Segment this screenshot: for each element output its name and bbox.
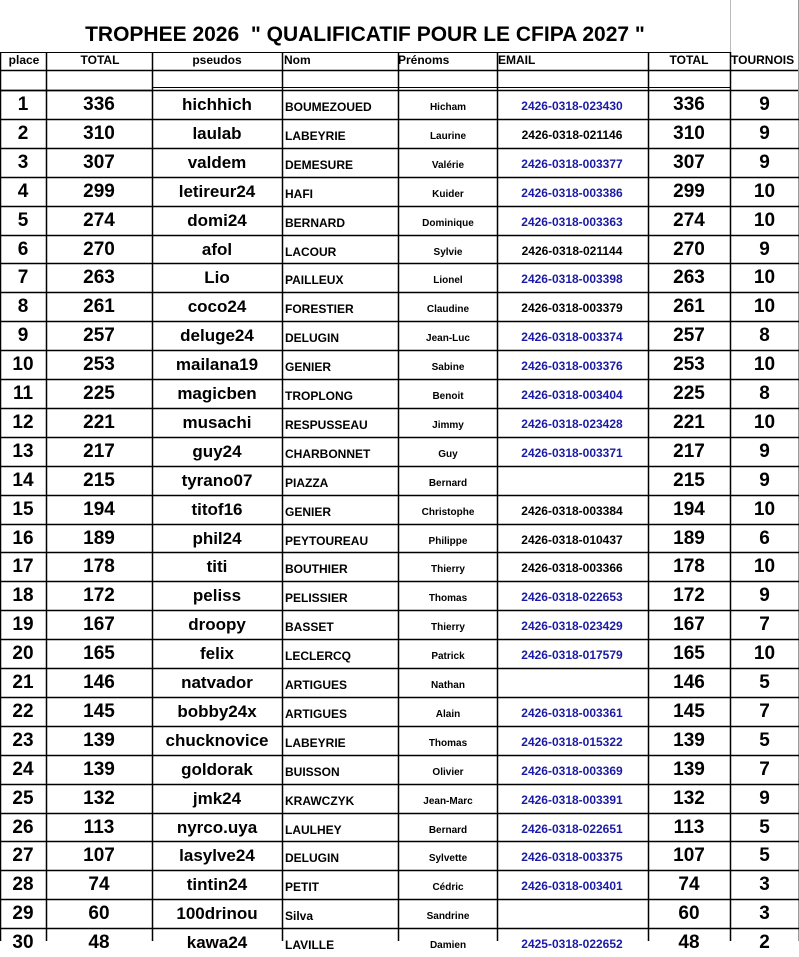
email-cell: 2426-0318-021144: [521, 243, 623, 258]
total-cell: 113: [83, 816, 115, 838]
total-cell: 299: [83, 180, 115, 202]
prenom-cell: Thierry: [431, 622, 465, 634]
place-cell: 21: [12, 672, 34, 693]
place-cell: 16: [12, 527, 34, 549]
email-cell: 2426-0318-003375: [521, 850, 623, 865]
prenom-cell: Jean-Marc: [423, 795, 473, 807]
table-row: [0, 177, 799, 206]
tournois-cell: 10: [753, 556, 776, 578]
place-cell: 27: [12, 845, 34, 867]
email-cell: 2426-0318-022653: [521, 590, 623, 605]
table-row: [0, 119, 799, 148]
nom-cell: RESPUSSEAU: [285, 417, 368, 432]
pseudo-cell: laulab: [192, 123, 242, 143]
prenom-cell: Sylvie: [433, 246, 463, 258]
header-place: place: [8, 53, 40, 67]
pseudo-cell: 100drinou: [176, 904, 258, 924]
email-cell: 2426-0318-021146: [521, 127, 623, 142]
prenom-cell: Sandrine: [426, 911, 470, 923]
nom-cell: CHARBONNET: [285, 446, 371, 461]
nom-cell: HAFI: [285, 186, 313, 201]
tournois-cell: 7: [759, 614, 770, 636]
email-cell: 2426-0318-003391: [521, 792, 623, 807]
pseudo-cell: nyrco.uya: [176, 817, 258, 837]
pseudo-cell: guy24: [192, 441, 242, 461]
total-right-cell: 307: [673, 151, 705, 173]
total-right-cell: 132: [673, 787, 705, 809]
total-right-cell: 270: [673, 238, 705, 260]
tournois-cell: 3: [759, 903, 770, 925]
table-row: [0, 408, 799, 437]
total-right-cell: 274: [673, 209, 705, 231]
prenom-cell: Claudine: [426, 304, 470, 316]
pseudo-cell: lasylve24: [179, 846, 255, 866]
total-cell: 310: [83, 122, 115, 144]
tournois-cell: 10: [753, 296, 776, 318]
total-cell: 225: [83, 383, 115, 404]
prenom-cell: Guy: [438, 448, 458, 460]
total-right-cell: 172: [673, 585, 705, 607]
header-email: EMAIL: [498, 53, 536, 67]
nom-cell: TROPLONG: [285, 389, 353, 403]
total-cell: 167: [83, 614, 115, 636]
tournois-cell: 10: [753, 498, 776, 520]
email-cell: 2426-0318-003376: [521, 359, 623, 374]
place-cell: 8: [17, 296, 29, 318]
place-cell: 3: [17, 151, 29, 173]
table-row: [0, 581, 799, 610]
header-nom: Nom: [284, 53, 311, 67]
total-right-cell: 189: [673, 527, 705, 549]
nom-cell: GENIER: [285, 504, 332, 519]
table-row: [0, 263, 799, 292]
total-right-cell: 107: [673, 845, 705, 867]
pseudo-cell: felix: [199, 644, 235, 664]
pseudo-cell: kawa24: [186, 933, 248, 953]
nom-cell: LAULHEY: [285, 822, 342, 837]
total-right-cell: 145: [673, 700, 705, 722]
total-right-cell: 225: [673, 383, 705, 404]
email-cell: 2426-0318-003386: [521, 185, 623, 200]
total-right-cell: 48: [678, 932, 700, 954]
total-cell: 217: [83, 440, 115, 462]
pseudo-cell: mailana19: [175, 355, 259, 375]
place-cell: 22: [12, 700, 34, 722]
place-cell: 29: [12, 903, 34, 925]
pseudo-cell: valdem: [187, 152, 247, 172]
total-cell: 336: [83, 94, 115, 115]
email-cell: 2426-0318-003379: [521, 301, 623, 316]
email-cell: 2425-0318-022652: [521, 937, 623, 952]
place-cell: 11: [12, 383, 34, 404]
pseudo-cell: tintin24: [186, 875, 248, 895]
place-cell: 10: [12, 354, 34, 376]
email-cell: 2426-0318-022651: [521, 821, 623, 836]
header-total-right: TOTAL: [669, 53, 709, 67]
header-pseudos: pseudos: [192, 53, 242, 67]
nom-cell: LABEYRIE: [285, 735, 346, 750]
tournois-cell: 10: [753, 411, 776, 433]
nom-cell: GENIER: [285, 360, 332, 375]
tournois-cell: 10: [753, 267, 776, 289]
total-right-cell: 263: [673, 267, 705, 289]
nom-cell: KRAWCZYK: [285, 793, 355, 808]
pseudo-cell: droopy: [188, 615, 246, 635]
tournois-cell: 5: [759, 845, 770, 867]
total-cell: 48: [88, 932, 110, 954]
tournois-cell: 5: [759, 816, 770, 838]
total-cell: 194: [83, 498, 115, 520]
total-cell: 74: [88, 874, 110, 896]
total-right-cell: 60: [678, 903, 700, 925]
total-cell: 172: [83, 585, 115, 607]
nom-cell: DELUGIN: [285, 331, 339, 346]
table-row: [0, 697, 799, 726]
table-row: [0, 379, 799, 408]
nom-cell: FORESTIER: [285, 302, 354, 317]
nom-cell: LECLERCQ: [285, 649, 351, 664]
email-cell: 2426-0318-023428: [521, 416, 623, 431]
total-cell: 107: [83, 845, 115, 867]
pseudo-cell: coco24: [187, 297, 247, 317]
total-right-cell: 261: [673, 296, 705, 318]
tournois-cell: 10: [753, 180, 776, 202]
header-prenoms: Prénoms: [398, 53, 450, 67]
place-cell: 12: [12, 411, 34, 433]
nom-cell: PETIT: [285, 880, 320, 895]
total-cell: 261: [83, 296, 115, 318]
email-cell: 2426-0318-003371: [521, 445, 623, 460]
place-cell: 15: [12, 498, 34, 520]
place-cell: 9: [17, 325, 29, 347]
total-right-cell: 113: [673, 816, 705, 838]
email-cell: 2426-0318-003401: [521, 879, 623, 894]
nom-cell: BOUMEZOUED: [285, 100, 372, 114]
prenom-cell: Dominique: [422, 217, 474, 229]
total-right-cell: 167: [673, 614, 705, 636]
pseudo-cell: goldorak: [181, 759, 253, 779]
place-cell: 30: [12, 932, 34, 954]
place-cell: 2: [17, 122, 29, 144]
place-cell: 7: [17, 267, 29, 289]
total-right-cell: 139: [673, 729, 705, 751]
table-row: [0, 495, 799, 524]
nom-cell: DELUGIN: [285, 851, 339, 866]
tournois-cell: 10: [753, 209, 776, 231]
nom-cell: Silva: [285, 909, 314, 924]
tournois-cell: 7: [759, 700, 770, 722]
total-cell: 307: [83, 151, 115, 173]
tournois-cell: 9: [759, 238, 770, 260]
prenom-cell: Cédric: [432, 882, 464, 894]
total-right-cell: 217: [673, 440, 705, 462]
place-cell: 20: [12, 643, 34, 665]
prenom-cell: Nathan: [431, 680, 465, 691]
total-cell: 189: [83, 527, 115, 549]
place-cell: 1: [17, 94, 29, 115]
total-right-cell: 194: [673, 498, 705, 520]
table-row: [0, 552, 799, 581]
nom-cell: LAVILLE: [285, 938, 335, 953]
pseudo-cell: titi: [206, 557, 228, 577]
total-cell: 178: [83, 556, 115, 578]
tournois-cell: 9: [759, 151, 770, 173]
table-row: [0, 148, 799, 177]
email-cell: 2426-0318-003374: [521, 330, 623, 345]
nom-cell: LACOUR: [285, 244, 337, 259]
email-cell: 2426-0318-003398: [521, 272, 623, 287]
pseudo-cell: letireur24: [178, 181, 256, 201]
tournois-cell: 8: [759, 325, 770, 347]
total-right-cell: 139: [673, 758, 705, 780]
table-row: [0, 206, 799, 235]
place-cell: 26: [12, 816, 34, 838]
place-cell: 5: [17, 209, 29, 231]
pseudo-cell: musachi: [182, 412, 252, 432]
table-row: [0, 899, 799, 928]
email-cell: 2426-0318-003363: [521, 214, 623, 229]
place-cell: 4: [17, 180, 29, 202]
prenom-cell: Lionel: [433, 275, 463, 287]
total-right-cell: 310: [673, 122, 705, 144]
email-cell: 2426-0318-003377: [521, 156, 623, 171]
tournois-cell: 9: [759, 122, 770, 144]
table-row: [0, 841, 799, 870]
prenom-cell: Sabine: [431, 362, 465, 374]
total-right-cell: 215: [673, 469, 705, 491]
place-cell: 19: [12, 614, 34, 636]
table-row: [0, 466, 799, 495]
table-row: [0, 437, 799, 466]
place-cell: 24: [12, 758, 34, 780]
nom-cell: ARTIGUES: [285, 678, 348, 692]
email-cell: 2426-0318-017579: [521, 648, 623, 663]
table-row: [0, 90, 799, 119]
total-cell: 274: [83, 209, 115, 231]
total-right-cell: 221: [673, 411, 705, 433]
total-right-cell: 146: [673, 672, 705, 693]
email-cell: 2426-0318-023430: [521, 99, 623, 113]
total-cell: 253: [83, 354, 115, 376]
place-cell: 13: [12, 440, 34, 462]
email-cell: 2426-0318-003361: [521, 705, 623, 720]
place-cell: 17: [12, 556, 34, 578]
header-total: TOTAL: [80, 53, 120, 67]
prenom-cell: Kuider: [432, 188, 464, 200]
pseudo-cell: natvador: [181, 673, 253, 692]
total-right-cell: 253: [673, 354, 705, 376]
pseudo-cell: magicben: [177, 384, 257, 403]
prenom-cell: Thomas: [428, 593, 468, 605]
table-row: [0, 524, 799, 553]
pseudo-cell: Lio: [204, 268, 230, 288]
total-right-cell: 257: [673, 325, 705, 347]
table-row: [0, 870, 799, 899]
tournois-cell: 2: [759, 932, 770, 954]
tournois-cell: 7: [759, 758, 770, 780]
table-row: [0, 755, 799, 784]
prenom-cell: Alain: [435, 708, 461, 720]
tournois-cell: 9: [759, 787, 770, 809]
total-cell: 146: [83, 672, 115, 693]
total-cell: 132: [83, 787, 115, 809]
prenom-cell: Bernard: [428, 477, 468, 489]
table-row: [0, 610, 799, 639]
table-row: [0, 350, 799, 379]
prenom-cell: Sylvette: [428, 853, 468, 865]
nom-cell: BUISSON: [285, 764, 340, 779]
pseudo-cell: afol: [201, 239, 233, 259]
prenom-cell: Patrick: [431, 651, 465, 663]
place-cell: 28: [12, 874, 34, 896]
tournois-cell: 9: [759, 94, 770, 115]
email-cell: 2426-0318-003366: [521, 561, 623, 576]
total-cell: 139: [83, 758, 115, 780]
pseudo-cell: bobby24x: [177, 701, 257, 721]
nom-cell: LABEYRIE: [285, 128, 346, 143]
place-cell: 25: [12, 787, 34, 809]
tournois-cell: 5: [759, 672, 770, 693]
pseudo-cell: tyrano07: [181, 470, 253, 490]
table-row: [0, 784, 799, 813]
total-cell: 263: [83, 267, 115, 289]
prenom-cell: Benoit: [432, 391, 464, 402]
place-cell: 23: [12, 729, 34, 751]
prenom-cell: Laurine: [429, 130, 467, 142]
total-cell: 221: [83, 411, 115, 433]
total-cell: 257: [83, 325, 115, 347]
email-cell: 2426-0318-003384: [521, 503, 623, 518]
total-right-cell: 336: [673, 94, 705, 115]
nom-cell: BERNARD: [285, 215, 345, 230]
tournois-cell: 10: [753, 354, 776, 376]
prenom-cell: Christophe: [421, 506, 475, 518]
sheet-title: TROPHEE 2026 " QUALIFICATIF POUR LE CFIPA 2027 ": [85, 23, 645, 46]
email-cell: 2426-0318-010437: [521, 532, 623, 547]
table-row: [0, 726, 799, 755]
nom-cell: PEYTOUREAU: [285, 533, 369, 548]
tournois-cell: 9: [759, 585, 770, 607]
email-cell: 2426-0318-003404: [521, 388, 623, 402]
prenom-cell: Jean-Luc: [426, 333, 470, 345]
prenom-cell: Thierry: [431, 564, 465, 576]
header-tournois: TOURNOIS: [731, 53, 795, 67]
pseudo-cell: jmk24: [192, 788, 242, 808]
prenom-cell: Philippe: [428, 535, 468, 547]
total-cell: 215: [83, 469, 115, 491]
nom-cell: PIAZZA: [285, 475, 329, 490]
tournois-cell: 5: [759, 729, 770, 751]
nom-cell: BOUTHIER: [285, 562, 348, 577]
total-cell: 165: [83, 643, 115, 665]
place-cell: 14: [12, 469, 34, 491]
tournois-cell: 9: [759, 440, 770, 462]
prenom-cell: Thomas: [428, 737, 468, 749]
prenom-cell: Olivier: [432, 766, 464, 778]
nom-cell: DEMESURE: [285, 157, 354, 172]
prenom-cell: Damien: [429, 940, 467, 952]
nom-cell: BASSET: [285, 620, 334, 635]
prenom-cell: Bernard: [428, 824, 468, 836]
table-row: [0, 639, 799, 668]
nom-cell: PELISSIER: [285, 591, 348, 606]
pseudo-cell: domi24: [187, 210, 247, 230]
prenom-cell: Jimmy: [432, 419, 464, 431]
tournois-cell: 8: [759, 383, 770, 404]
total-cell: 139: [83, 729, 115, 751]
total-right-cell: 74: [678, 874, 700, 896]
table-row: [0, 813, 799, 842]
nom-cell: PAILLEUX: [285, 273, 344, 288]
total-right-cell: 165: [673, 643, 705, 665]
pseudo-cell: phil24: [192, 528, 242, 548]
pseudo-cell: deluge24: [180, 326, 254, 346]
place-cell: 6: [17, 238, 29, 260]
pseudo-cell: titof16: [191, 499, 243, 519]
email-cell: 2426-0318-003369: [521, 763, 623, 778]
table-row: [0, 292, 799, 321]
prenom-cell: Hicham: [429, 102, 467, 113]
table-row: [0, 928, 799, 957]
prenom-cell: Valérie: [431, 159, 465, 171]
pseudo-cell: chucknovice: [165, 730, 269, 750]
total-right-cell: 178: [673, 556, 705, 578]
tournois-cell: 10: [753, 643, 776, 665]
tournois-cell: 9: [759, 469, 770, 491]
nom-cell: ARTIGUES: [285, 706, 348, 721]
place-cell: 18: [12, 585, 34, 607]
table-row: [0, 235, 799, 264]
total-cell: 60: [88, 903, 110, 925]
email-cell: 2426-0318-015322: [521, 734, 623, 749]
total-cell: 270: [83, 238, 115, 260]
tournois-cell: 6: [759, 527, 770, 549]
table-row: [0, 668, 799, 697]
tournois-cell: 3: [759, 874, 770, 896]
total-right-cell: 299: [673, 180, 705, 202]
email-cell: 2426-0318-023429: [521, 619, 623, 634]
pseudo-cell: peliss: [192, 586, 242, 606]
pseudo-cell: hichhich: [182, 95, 252, 114]
total-cell: 145: [83, 700, 115, 722]
table-row: [0, 321, 799, 350]
